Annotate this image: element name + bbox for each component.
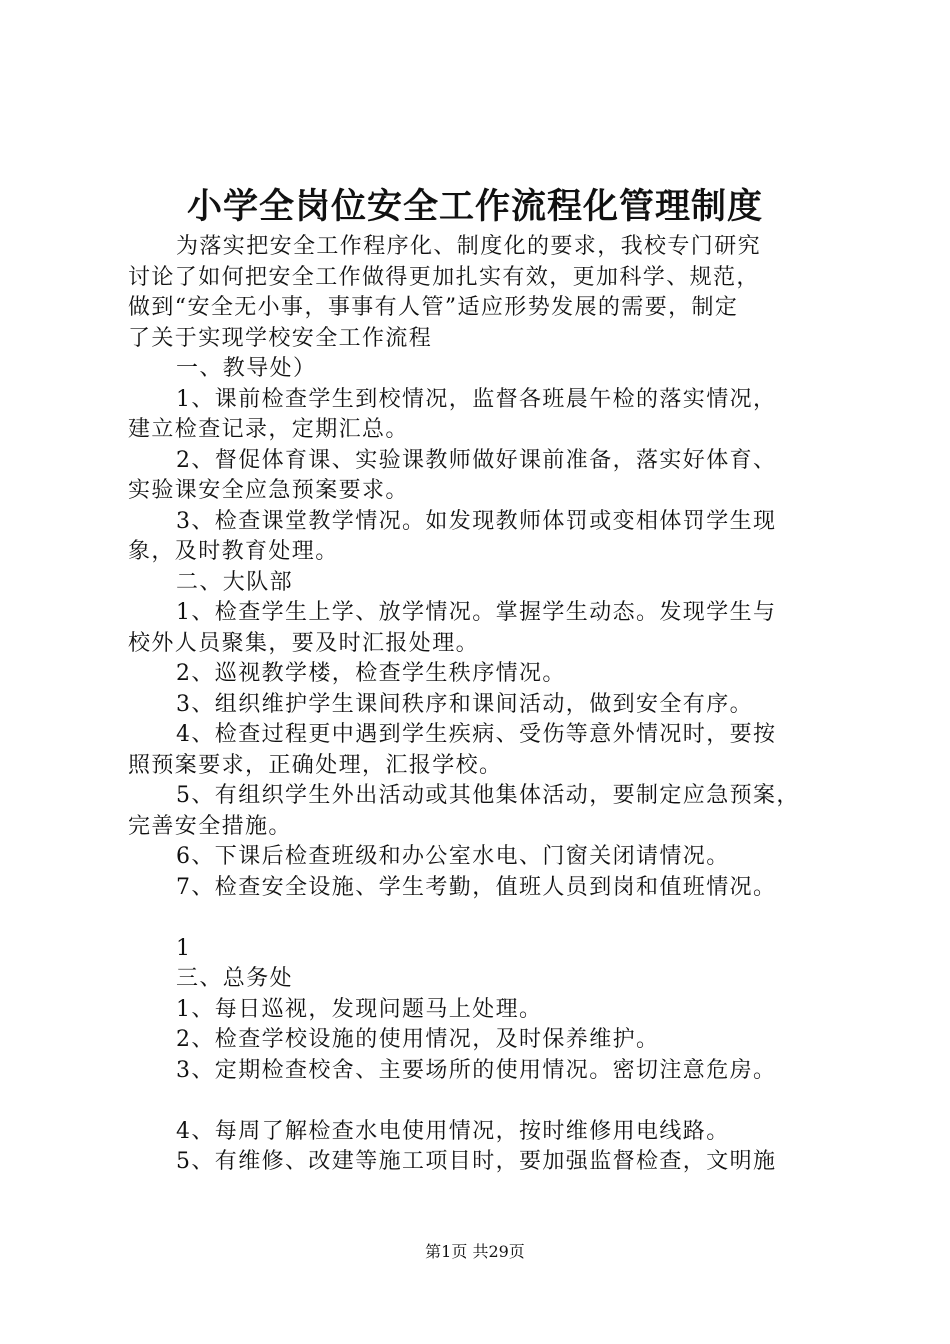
text-line: 1、每日巡视，发现问题马上处理。 [176,996,543,1022]
document-title: 小学全岗位安全工作流程化管理制度 [186,186,763,227]
text-line: 建立检查记录，定期汇总。 [128,417,409,442]
text-line: 二、大队部 [176,569,294,595]
document-body [128,232,836,1178]
text-line: 校外人员聚集，要及时汇报处理。 [128,630,480,656]
text-line: 3、定期检查校舍、主要场所的使用情况。密切注意危房。 [176,1057,777,1083]
text-line: 5、有维修、改建等施工项目时，要加强监督检查，文明施 [176,1149,777,1174]
body-part-1 [128,232,836,903]
text-line: 一、教导处） [176,356,317,381]
text-line: 为落实把安全工作程序化、制度化的要求，我校专门研究 [176,234,762,259]
text-line: 了关于实现学校安全工作流程 [128,325,433,351]
body-part-3 [128,1117,836,1178]
text-line: 2、巡视教学楼，检查学生秩序情况。 [176,661,566,686]
text-line: 实验课安全应急预案要求。 [128,478,409,503]
text-line: 5、有组织学生外出活动或其他集体活动，要制定应急预案， [176,783,800,808]
text-line: 1、检查学生上学、放学情况。掌握学生动态。发现学生与 [176,600,777,625]
text-line: 1、课前检查学生到校情况，监督各班晨午检的落实情况， [176,386,777,412]
text-line: 4、每周了解检查水电使用情况，按时维修用电线路。 [176,1118,730,1144]
text-line: 6、下课后检查班级和办公室水电、门窗关闭请情况。 [176,844,730,869]
text-line: 1 [176,935,192,961]
paragraph-gap [128,1086,836,1117]
text-line: 4、检查过程更中遇到学生疾病、受伤等意外情况时，要按 [176,722,777,747]
text-line: 做到“安全无小事，事事有人管”适应形势发展的需要，制定 [128,295,739,320]
text-line: 2、督促体育课、实验课教师做好课前准备，落实好体育、 [176,447,777,473]
text-line: 象，及时教育处理。 [128,539,339,564]
text-line: 完善安全措施。 [128,813,292,839]
text-line: 三、总务处 [176,966,294,991]
paragraph-gap [128,903,836,934]
text-line: 7、检查安全设施、学生考勤，值班人员到岗和值班情况。 [176,874,777,900]
text-line: 3、检查课堂教学情况。如发现教师体罚或变相体罚学生现 [176,508,777,534]
text-line: 照预案要求，正确处理，汇报学校。 [128,752,503,778]
page-footer: 第1页 共29页 [425,1242,525,1261]
text-line: 讨论了如何把安全工作做得更加扎实有效，更加科学、规范， [128,264,760,290]
body-part-2 [128,934,836,1087]
text-line: 2、检查学校设施的使用情况，及时保养维护。 [176,1027,660,1052]
text-line: 3、组织维护学生课间秩序和课间活动，做到安全有序。 [176,691,753,717]
